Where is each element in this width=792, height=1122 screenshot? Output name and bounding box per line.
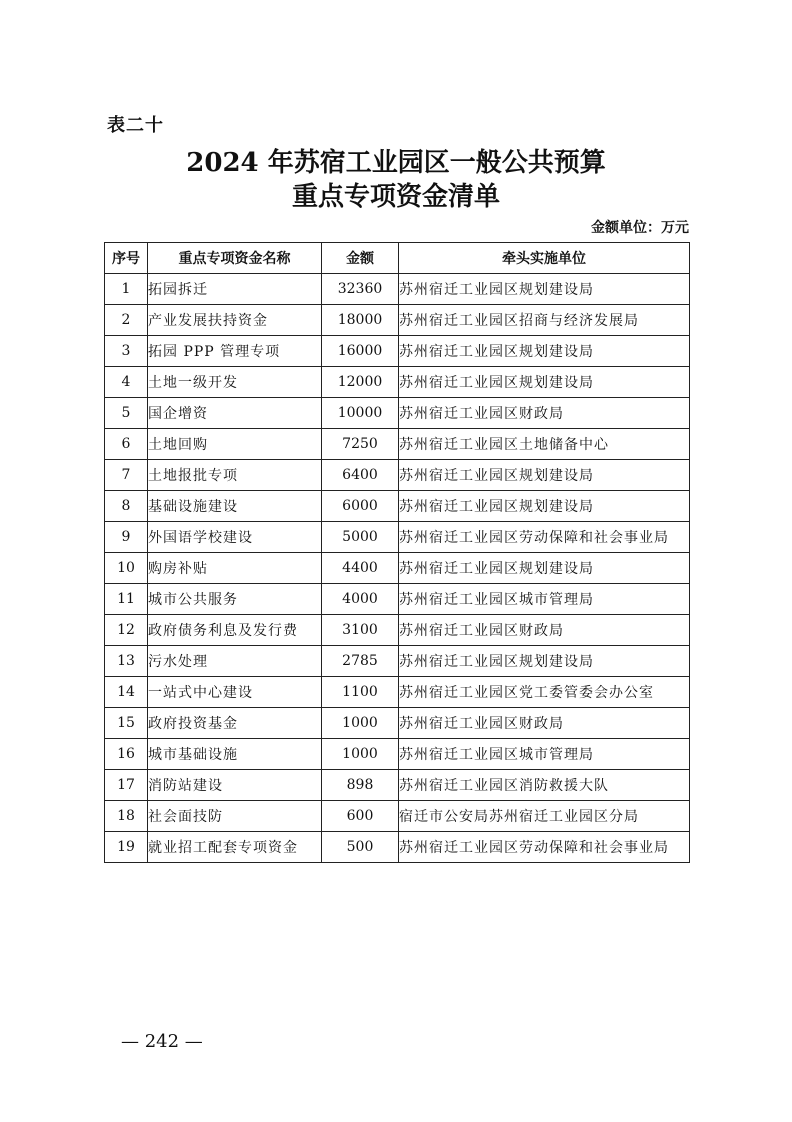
- amount-cell: 898: [322, 770, 399, 801]
- lead-unit-cell: 苏州宿迁工业园区城市管理局: [399, 739, 690, 770]
- document-title-line2: 重点专项资金清单: [291, 182, 500, 212]
- row-seq-cell: 16: [105, 739, 148, 770]
- fund-name-cell: 一站式中心建设: [148, 677, 322, 708]
- column-header-amount: 金额: [322, 243, 399, 274]
- lead-unit-cell: 宿迁市公安局苏州宿迁工业园区分局: [399, 801, 690, 832]
- row-seq-cell: 13: [105, 646, 148, 677]
- amount-cell: 10000: [322, 398, 399, 429]
- fund-name-cell: 国企增资: [148, 398, 322, 429]
- row-seq-cell: 1: [105, 274, 148, 305]
- table-row: [105, 708, 690, 739]
- document-title-line1: 2024 年苏宿工业园区一般公共预算: [186, 148, 606, 178]
- table-row: [105, 584, 690, 615]
- page-number: — 242 —: [121, 1031, 203, 1052]
- fund-name-cell: 基础设施建设: [148, 491, 322, 522]
- amount-cell: 4400: [322, 553, 399, 584]
- fund-name-cell: 城市公共服务: [148, 584, 322, 615]
- table-row: [105, 491, 690, 522]
- row-seq-cell: 14: [105, 677, 148, 708]
- table-row: [105, 553, 690, 584]
- fund-name-cell: 消防站建设: [148, 770, 322, 801]
- row-seq-cell: 11: [105, 584, 148, 615]
- lead-unit-cell: 苏州宿迁工业园区规划建设局: [399, 274, 690, 305]
- amount-cell: 3100: [322, 615, 399, 646]
- lead-unit-cell: 苏州宿迁工业园区招商与经济发展局: [399, 305, 690, 336]
- row-seq-cell: 9: [105, 522, 148, 553]
- amount-cell: 16000: [322, 336, 399, 367]
- amount-cell: 1000: [322, 739, 399, 770]
- lead-unit-cell: 苏州宿迁工业园区土地储备中心: [399, 429, 690, 460]
- amount-cell: 2785: [322, 646, 399, 677]
- amount-cell: 600: [322, 801, 399, 832]
- table-row: [105, 274, 690, 305]
- table-row: [105, 832, 690, 863]
- table-row: [105, 615, 690, 646]
- table-row: [105, 677, 690, 708]
- fund-name-cell: 产业发展扶持资金: [148, 305, 322, 336]
- table-label: 表二十: [107, 115, 164, 136]
- table-header-row: [105, 243, 690, 274]
- column-header-fund-name: 重点专项资金名称: [148, 243, 322, 274]
- lead-unit-cell: 苏州宿迁工业园区劳动保障和社会事业局: [399, 522, 690, 553]
- amount-cell: 4000: [322, 584, 399, 615]
- amount-cell: 12000: [322, 367, 399, 398]
- column-header-seq: 序号: [105, 243, 148, 274]
- fund-name-cell: 土地回购: [148, 429, 322, 460]
- table-row: [105, 460, 690, 491]
- fund-name-cell: 拓园 PPP 管理专项: [148, 336, 322, 367]
- lead-unit-cell: 苏州宿迁工业园区财政局: [399, 398, 690, 429]
- row-seq-cell: 18: [105, 801, 148, 832]
- amount-cell: 5000: [322, 522, 399, 553]
- lead-unit-cell: 苏州宿迁工业园区规划建设局: [399, 460, 690, 491]
- column-header-lead-unit: 牵头实施单位: [399, 243, 690, 274]
- amount-cell: 6000: [322, 491, 399, 522]
- amount-cell: 7250: [322, 429, 399, 460]
- row-seq-cell: 3: [105, 336, 148, 367]
- amount-cell: 500: [322, 832, 399, 863]
- lead-unit-cell: 苏州宿迁工业园区规划建设局: [399, 336, 690, 367]
- lead-unit-cell: 苏州宿迁工业园区财政局: [399, 615, 690, 646]
- table-row: [105, 522, 690, 553]
- row-seq-cell: 5: [105, 398, 148, 429]
- lead-unit-cell: 苏州宿迁工业园区消防救援大队: [399, 770, 690, 801]
- table-row: [105, 429, 690, 460]
- row-seq-cell: 7: [105, 460, 148, 491]
- row-seq-cell: 19: [105, 832, 148, 863]
- fund-name-cell: 政府投资基金: [148, 708, 322, 739]
- lead-unit-cell: 苏州宿迁工业园区规划建设局: [399, 367, 690, 398]
- row-seq-cell: 12: [105, 615, 148, 646]
- fund-name-cell: 就业招工配套专项资金: [148, 832, 322, 863]
- fund-name-cell: 土地一级开发: [148, 367, 322, 398]
- table-row: [105, 770, 690, 801]
- fund-name-cell: 土地报批专项: [148, 460, 322, 491]
- amount-cell: 1000: [322, 708, 399, 739]
- amount-cell: 1100: [322, 677, 399, 708]
- lead-unit-cell: 苏州宿迁工业园区财政局: [399, 708, 690, 739]
- lead-unit-cell: 苏州宿迁工业园区规划建设局: [399, 553, 690, 584]
- amount-cell: 32360: [322, 274, 399, 305]
- amount-cell: 18000: [322, 305, 399, 336]
- fund-name-cell: 购房补贴: [148, 553, 322, 584]
- table-row: [105, 739, 690, 770]
- lead-unit-cell: 苏州宿迁工业园区规划建设局: [399, 646, 690, 677]
- row-seq-cell: 10: [105, 553, 148, 584]
- lead-unit-cell: 苏州宿迁工业园区城市管理局: [399, 584, 690, 615]
- lead-unit-cell: 苏州宿迁工业园区党工委管委会办公室: [399, 677, 690, 708]
- table-row: [105, 398, 690, 429]
- fund-name-cell: 城市基础设施: [148, 739, 322, 770]
- amount-unit-note: 金额单位：万元: [591, 220, 689, 236]
- table-row: [105, 646, 690, 677]
- row-seq-cell: 4: [105, 367, 148, 398]
- lead-unit-cell: 苏州宿迁工业园区规划建设局: [399, 491, 690, 522]
- table-row: [105, 367, 690, 398]
- table-body: [105, 274, 690, 863]
- fund-name-cell: 外国语学校建设: [148, 522, 322, 553]
- lead-unit-cell: 苏州宿迁工业园区劳动保障和社会事业局: [399, 832, 690, 863]
- table-row: [105, 305, 690, 336]
- amount-cell: 6400: [322, 460, 399, 491]
- table-row: [105, 801, 690, 832]
- fund-name-cell: 政府债务利息及发行费: [148, 615, 322, 646]
- table-row: [105, 336, 690, 367]
- special-fund-table: [104, 242, 690, 863]
- fund-name-cell: 社会面技防: [148, 801, 322, 832]
- row-seq-cell: 8: [105, 491, 148, 522]
- row-seq-cell: 15: [105, 708, 148, 739]
- row-seq-cell: 2: [105, 305, 148, 336]
- row-seq-cell: 17: [105, 770, 148, 801]
- fund-name-cell: 污水处理: [148, 646, 322, 677]
- fund-name-cell: 拓园拆迁: [148, 274, 322, 305]
- row-seq-cell: 6: [105, 429, 148, 460]
